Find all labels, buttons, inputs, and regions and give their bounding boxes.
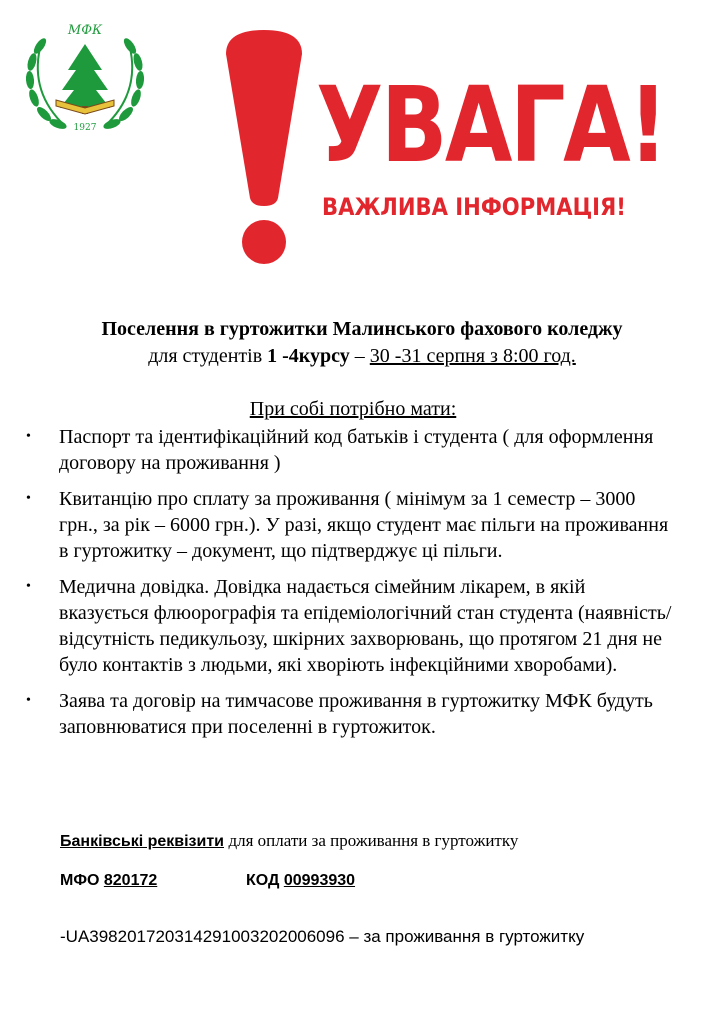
mfo-label: МФО <box>60 872 104 889</box>
bank-details-line <box>60 828 518 855</box>
exclamation-icon <box>222 28 306 268</box>
mfo-value: 820172 <box>103 872 158 889</box>
college-logo <box>20 18 150 138</box>
list-item <box>26 424 676 476</box>
bullet-icon: • <box>26 693 31 708</box>
bullet-icon: • <box>26 429 31 444</box>
notice-title: Поселення в гуртожитки Малинського фахового коледжу <box>101 318 623 340</box>
list-item-text: Заява та договір на тимчасове проживання в гуртожитку МФК будуть заповнюватися при поселенні в гуртожиток. <box>59 690 653 738</box>
list-item-text: Квитанцію про сплату за проживання ( мінімум за 1 семестр – 3000 грн., за рік – 6000 грн.). У разі, якщо студент має пільги на проживання в гуртожитку – документ, що підтверджує ці пільги. <box>59 488 669 562</box>
attention-title: УВАГА! <box>316 64 666 186</box>
bullet-icon: • <box>26 579 31 594</box>
students-prefix: для студентів <box>148 345 268 367</box>
list-item <box>26 574 676 678</box>
logo-year: 1927 <box>73 123 97 133</box>
list-item <box>26 486 676 564</box>
iban-line: -UA398201720314291003202006096 – за проживання в гуртожитку <box>60 927 585 946</box>
list-item <box>26 688 676 740</box>
dash: – <box>349 345 370 367</box>
important-info-subtitle: ВАЖЛИВА ІНФОРМАЦІЯ! <box>322 193 626 221</box>
list-item-text: Медична довідка. Довідка надається сімейним лікарем, в якій вказується флюорографія та епідеміологічний стан студента (наявність/відсутність педикульозу, шкірних захворювань, що протягом 21 дня не було контактів з людьми, які хворіють інфекційними хворобами). <box>59 576 672 676</box>
bank-codes <box>60 868 356 894</box>
notice-subtitle <box>0 343 724 369</box>
requirements-heading: При собі потрібно мати: <box>249 398 457 420</box>
list-item-text: Паспорт та ідентифікаційний код батьків і студента ( для оформлення договору на проживання ) <box>59 426 654 474</box>
bullet-icon: • <box>26 491 31 506</box>
settlement-date: 30 -31 серпня з 8:00 год. <box>369 345 576 367</box>
course-range: 1 -4курсу <box>267 345 350 367</box>
kod-value: 00993930 <box>283 872 356 889</box>
bank-details-heading: Банківські реквізити <box>60 833 225 850</box>
bank-details-purpose: для оплати за проживання в гуртожитку <box>228 831 519 850</box>
logo-abbr: МФК <box>67 23 103 38</box>
requirements-list <box>26 424 676 750</box>
kod-label: КОД <box>246 872 284 889</box>
